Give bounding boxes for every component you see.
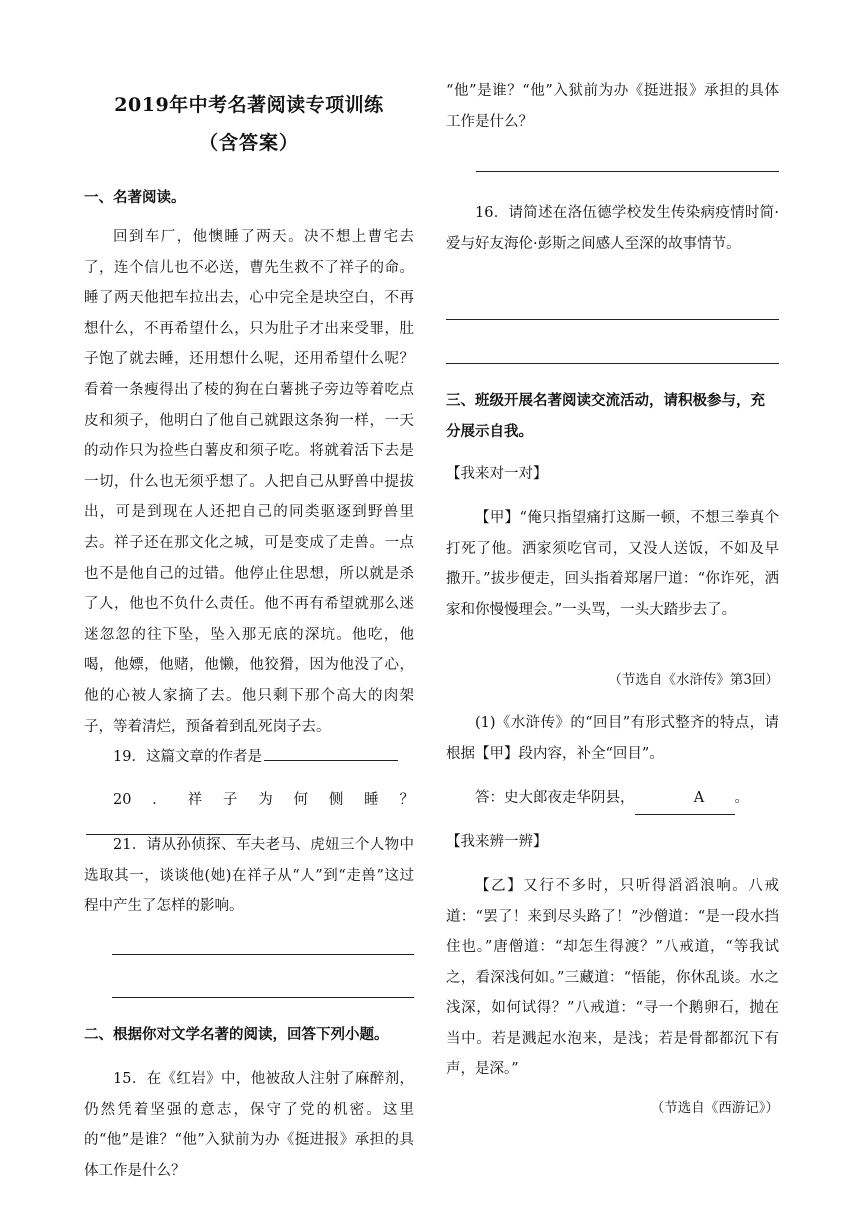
question-15-part2: “他”是谁？“他”入狱前为办《挺进报》承担的具体工作是什么？	[446, 83, 779, 130]
answer-blank-A[interactable]	[635, 783, 735, 815]
question-15-part1	[84, 1064, 414, 1179]
excerpt-yi: 【乙】又行不多时，只听得滔滔浪响。八戒道：“罢了！来到尽头路了！”沙僧道：“是一段水挡住也。”唐僧道：“却怎生得渡？”八戒道，“等我试之，看深浅何如。”三藏道：“悟能，你休乱谈。水之浅深，如何试得？”八戒道：“寻一个鹅卵石，抛在当中。若是溅起水泡来，是浅；若是骨都都沉下有声，是深。”	[446, 878, 779, 1077]
document-subtitle: （含答案）	[198, 132, 299, 154]
answer-suffix: 。	[734, 790, 749, 806]
section-1-passage: 回到车厂，他懊睡了两天。决不想上曹宅去了，连个信儿也不必送，曹先生救不了祥子的命。睡了两天他把车拉出去，心中完全是块空白，不再想什么，不再希望什么，只为肚子才出来受罪，肚子饱了就去睡，还用想什么呢，还用希望什么呢？看着一条瘦得出了棱的狗在白薯挑子旁边等着吃点皮和须子，他明白了他自己就跟这条狗一样，一天的动作只为捡些白薯皮和须子吃。将就着活下去是一切，什么也无须乎想了。人把自己从野兽中提拔出，可是到现在人还把自己的同类驱逐到野兽里去。祥子还在那文化之城，可是变成了走兽。一点也不是他自己的过错。他停止住思想，所以就是杀了人，他也不负什么责任。他不再有希望就那么迷迷忽忽的往下坠，坠入那无底的深坑。他吃，他喝，他嫖，他赌，他懒，他狡猾，因为他没了心，他的心被人家摘了去。他只剩下那个高大的肉架子，等着清烂，预备着到乱死岗子去。	[84, 229, 414, 735]
answer-line-15[interactable]	[476, 171, 779, 172]
answer-blank-19[interactable]	[264, 759, 398, 761]
answer-line-16b[interactable]	[446, 363, 779, 364]
section-3-heading: 三、班级开展名著阅读交流活动，请积极参与，充分展示自我。	[446, 393, 765, 440]
answer-line-21b[interactable]	[112, 997, 414, 998]
answer-line-16a[interactable]	[446, 319, 779, 320]
question-3-1: (1)《水浒传》的“回目”有形式整齐的特点，请根据【甲】段内容，补全“回目”。	[446, 715, 779, 762]
question-19	[84, 742, 414, 773]
answer-blank-label: A	[693, 790, 705, 806]
answer-3-1	[446, 783, 779, 815]
excerpt-yi-source: （节选自《西游记》）	[650, 1100, 779, 1116]
excerpt-jia: 【甲】“俺只指望痛打这厮一顿，不想三拳真个打死了他。洒家须吃官司，又没人送饭，不如及早撒开。”拔步便走，回头指着郑屠尸道：“你诈死，洒家和你慢慢理会。”一头骂，一头大踏步去了。	[446, 510, 779, 618]
section-1-heading: 一、名著阅读。	[84, 190, 186, 206]
document-title: 2019年中考名著阅读专项训练	[114, 94, 384, 116]
question-21: 21．请从孙侦探、车夫老马、虎妞三个人物中选取其一，谈谈他(她)在祥子从“人”到“走兽”这过程中产生了怎样的影响。	[84, 837, 414, 914]
subsection-distinguish: 【我来辨一辨】	[446, 834, 548, 850]
answer-prefix: 答：史大郎夜走华阴县，	[475, 790, 635, 806]
answer-line-21a[interactable]	[112, 954, 414, 955]
question-19-text: 19．这篇文章的作者是	[113, 749, 262, 765]
subsection-match: 【我来对一对】	[446, 466, 548, 482]
question-16: 16．请简述在洛伍德学校发生传染病疫情时简·爱与好友海伦·彭斯之间感人至深的故事情节。	[446, 205, 779, 252]
section-2-heading: 二、根据你对文学名著的阅读，回答下列小题。	[84, 1027, 389, 1043]
question-20-text: 20．祥子为何侧睡？	[113, 792, 414, 808]
question-15-text: 15．在《红岩》中，他被敌人注射了麻醉剂，仍然凭着坚强的意志，保守了党的机密。这里的“他”是谁？“他”入狱前为办《挺进报》承担的具体工作是什么？	[84, 1071, 414, 1179]
excerpt-jia-source: （节选自《水浒传》第3回）	[608, 672, 779, 688]
